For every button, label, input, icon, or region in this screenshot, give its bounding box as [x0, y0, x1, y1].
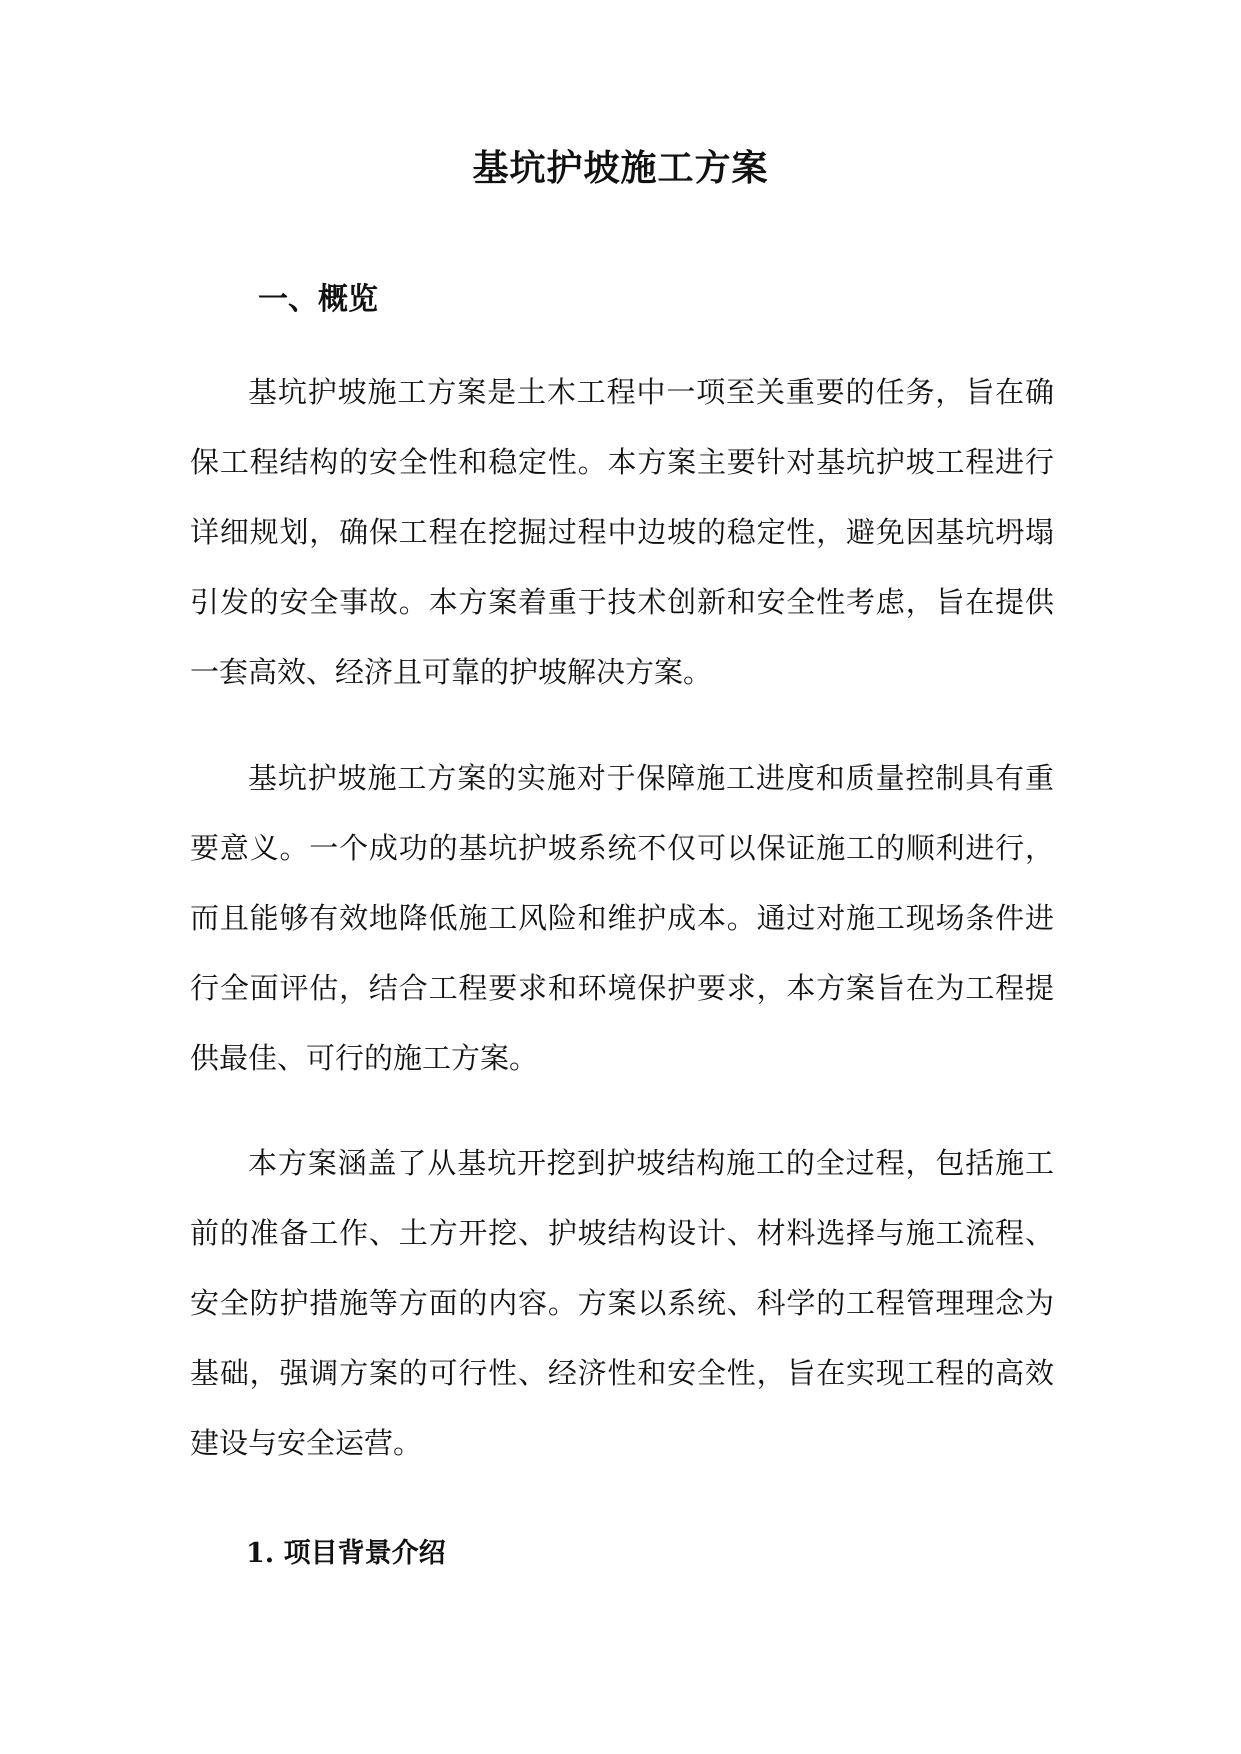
body-paragraph: 基坑护坡施工方案的实施对于保障施工进度和质量控制具有重要意义。一个成功的基坑护坡系统不仅可以保证施工的顺利进行，而且能够有效地降低施工风险和维护成本。通过对施工现场条件进行全面评估，结合工程要求和环境保护要求，本方案旨在为工程提供最佳、可行的施工方案。: [190, 761, 1054, 1075]
document-title: 基坑护坡施工方案: [472, 147, 769, 189]
body-paragraph: 基坑护坡施工方案是土木工程中一项至关重要的任务，旨在确保工程结构的安全性和稳定性。本方案主要针对基坑护坡工程进行详细规划，确保工程在挖掘过程中边坡的稳定性，避免因基坑坍塌引发的安全事故。本方案着重于技术创新和安全性考虑，旨在提供一套高效、经济且可靠的护坡解决方案。: [190, 375, 1054, 689]
section-heading-overview: 一、概览: [258, 282, 378, 317]
subsection-heading-project-background: 1. 项目背景介绍: [246, 1538, 446, 1569]
body-paragraph: 本方案涵盖了从基坑开挖到护坡结构施工的全过程，包括施工前的准备工作、土方开挖、护坡结构设计、材料选择与施工流程、安全防护措施等方面的内容。方案以系统、科学的工程管理理念为基础，强调方案的可行性、经济性和安全性，旨在实现工程的高效建设与安全运营。: [190, 1146, 1054, 1460]
